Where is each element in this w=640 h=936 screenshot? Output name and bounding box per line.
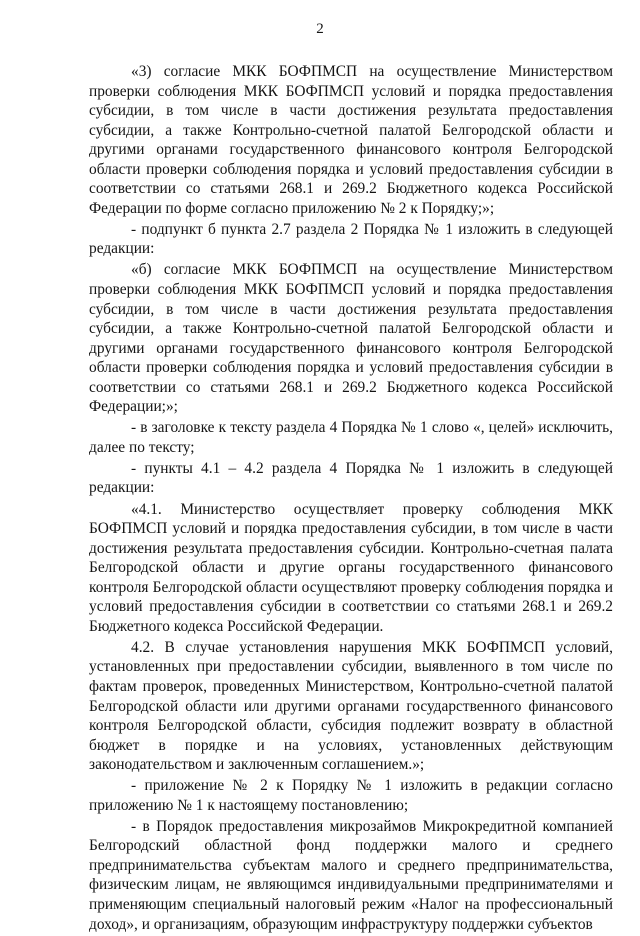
paragraph-4-2: 4.2. В случае установления нарушения МКК БОФПМСП условий, установленных при предоставлении субсидии, выявленного в том числе по фактам проверок, проведенных Министерством, Контрольно-счетной палатой Белгородской области или другими органами государственного финансового контроля Белгородской области, субсидия подлежит возврату в областной бюджет в порядке и на условиях, установленных действующим законодательством и заключенным соглашением.»; xyxy=(89,638,613,774)
paragraph-4-1: «4.1. Министерство осуществляет проверку соблюдения МКК БОФПМСП условий и порядка предоставления субсидии, в том числе в части достижения результата предоставления субсидии. Контрольно-счетная палата Белгородской области и другие органы государственного финансового контроля Белгородской области осуществляют проверку соблюдения порядка и условий предоставления субсидии в соответствии со статьями 268.1 и 269.2 Бюджетного кодекса Российской Федерации. xyxy=(89,500,613,635)
paragraph-amend-2-7: - подпункт б пункта 2.7 раздела 2 Порядка № 1 изложить в следующей редакции: xyxy=(89,220,613,258)
document-body xyxy=(89,62,613,936)
paragraph-consent-3: «3) согласие МКК БОФПМСП на осуществление Министерством проверки соблюдения МКК БОФПМСП условий и порядка предоставления субсидии, в том числе в части достижения результата предоставления субсидии, а также Контрольно-счетной палатой Белгородской области и другими органами государственного финансового контроля Белгородской области проверки соблюдения порядка и условий предоставления субсидии в соответствии со статьями 268.1 и 269.2 Бюджетного кодекса Российской Федерации по форме согласно приложению № 2 к Порядку;»; xyxy=(89,63,613,217)
paragraph-microloans-order: - в Порядок предоставления микрозаймов Микрокредитной компанией Белгородский областной фонд поддержки малого и среднего предпринимательства субъектам малого и среднего предпринимательства, физическим лицам, не являющимся индивидуальными предпринимателями и применяющим специальный налоговый режим «Налог на профессиональный доход», и организациям, образующим инфраструктуру поддержки субъектов xyxy=(89,817,613,933)
paragraph-amend-4-1-4-2: - пункты 4.1 – 4.2 раздела 4 Порядка № 1 изложить в следующей редакции: xyxy=(89,459,613,497)
paragraph-consent-b: «б) согласие МКК БОФПМСП на осуществление Министерством проверки соблюдения МКК БОФПМСП условий и порядка предоставления субсидии, в том числе в части достижения результата предоставления субсидии, а также Контрольно-счетной палатой Белгородской области и другими органами государственного финансового контроля Белгородской области проверки соблюдения порядка и условий предоставления субсидии в соответствии со статьями 268.1 и 269.2 Бюджетного кодекса Российской Федерации;»; xyxy=(89,261,613,416)
paragraph-heading-section-4: - в заголовке к тексту раздела 4 Порядка № 1 слово «, целей» исключить, далее по тексту; xyxy=(89,419,613,456)
page-number: 2 xyxy=(316,21,324,37)
paragraph-appendix-2: - приложение № 2 к Порядку № 1 изложить в редакции согласно приложению № 1 к настоящему постановлению; xyxy=(89,777,613,814)
